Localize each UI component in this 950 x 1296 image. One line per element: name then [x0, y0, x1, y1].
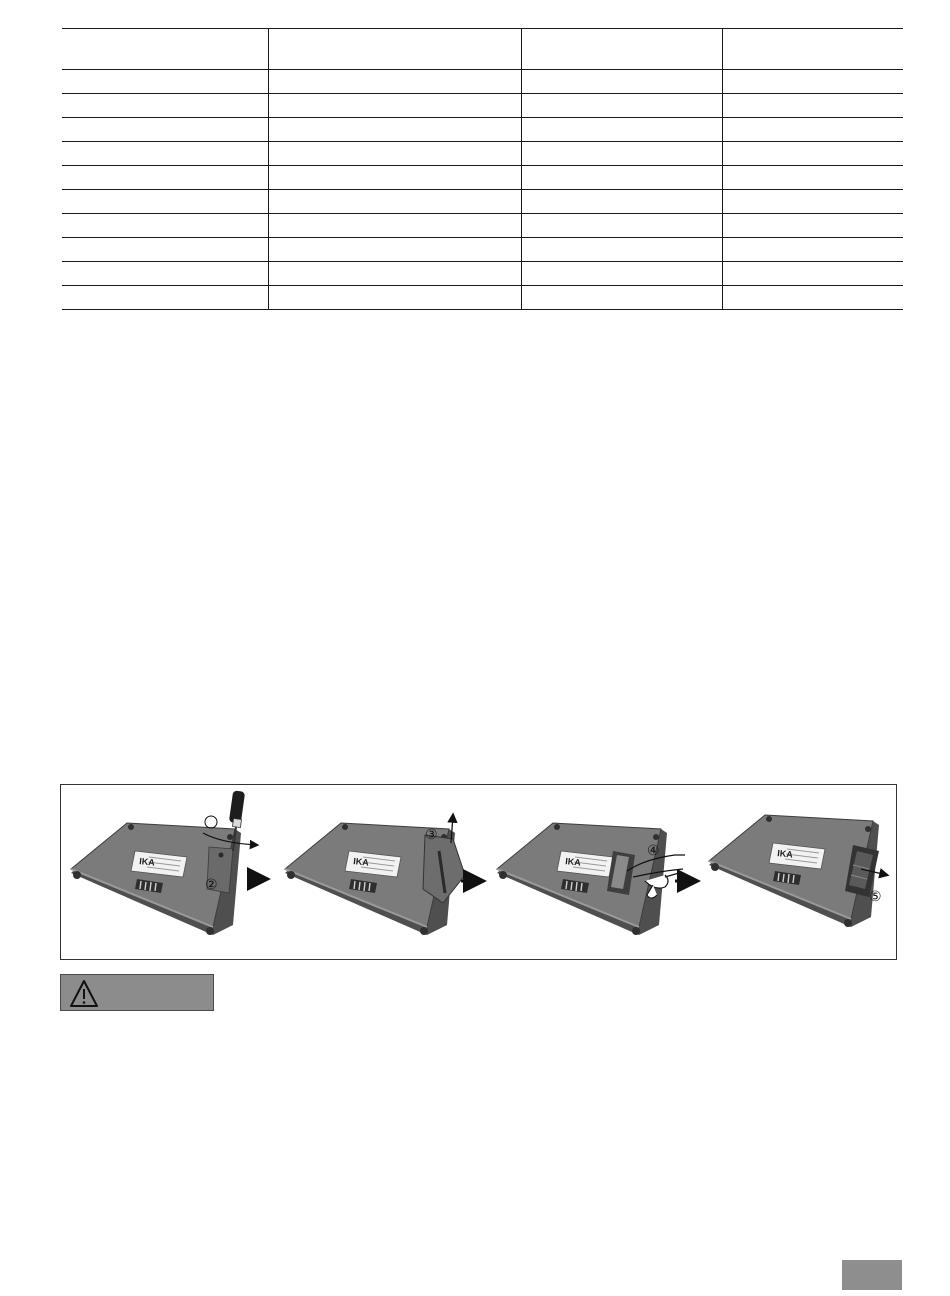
table-row — [62, 94, 903, 118]
table-cell — [268, 286, 521, 310]
data-table — [62, 28, 903, 310]
page-number-tab — [842, 1260, 902, 1290]
battery-replacement-figure — [60, 784, 897, 960]
table-cell — [521, 94, 722, 118]
table-cell — [62, 190, 268, 214]
table-cell — [268, 94, 521, 118]
table-cell — [521, 190, 722, 214]
table-row — [62, 118, 903, 142]
table-row — [62, 238, 903, 262]
step-4-mark: ④ — [647, 843, 660, 859]
table-row — [62, 262, 903, 286]
table-cell — [268, 262, 521, 286]
table-header-cell — [268, 29, 521, 70]
table-cell — [62, 214, 268, 238]
table-cell — [722, 214, 903, 238]
step-4-device — [709, 815, 879, 927]
table-cell — [722, 286, 903, 310]
step-3-device — [497, 823, 667, 935]
table-cell — [521, 238, 722, 262]
table-header-cell — [521, 29, 722, 70]
step-2-mark: ② — [205, 877, 218, 893]
warning-triangle-icon — [61, 975, 101, 1012]
table-row — [62, 286, 903, 310]
table-cell — [722, 262, 903, 286]
table-cell — [722, 118, 903, 142]
table-cell — [722, 238, 903, 262]
table-cell — [722, 190, 903, 214]
table-cell — [62, 118, 268, 142]
table-row — [62, 190, 903, 214]
ika-logo-text: IKA — [138, 856, 156, 868]
table-cell — [521, 118, 722, 142]
table-cell — [62, 262, 268, 286]
table-row — [62, 214, 903, 238]
table-row — [62, 142, 903, 166]
table-cell — [62, 70, 268, 94]
table-row — [62, 166, 903, 190]
table-cell — [268, 142, 521, 166]
table-cell — [268, 238, 521, 262]
ika-logo-text: IKA — [564, 856, 582, 868]
table-cell — [521, 142, 722, 166]
table-row — [62, 70, 903, 94]
warning-box — [60, 974, 214, 1011]
step-1-circle — [205, 816, 217, 828]
table-cell — [521, 214, 722, 238]
table-header-row — [62, 29, 903, 70]
table-cell — [268, 190, 521, 214]
ika-logo-text: IKA — [352, 856, 370, 868]
table-cell — [268, 118, 521, 142]
table-cell — [268, 70, 521, 94]
step-3-mark: ③ — [425, 827, 438, 843]
figure-steps-svg — [61, 785, 898, 961]
table-cell — [521, 70, 722, 94]
table-cell — [722, 94, 903, 118]
table-cell — [521, 286, 722, 310]
table-cell — [521, 262, 722, 286]
table-cell — [268, 214, 521, 238]
table-cell — [62, 238, 268, 262]
table-cell — [722, 142, 903, 166]
step-5-mark: ⑤ — [869, 889, 882, 905]
table-header-cell — [62, 29, 268, 70]
table-cell — [62, 94, 268, 118]
table-header-cell — [722, 29, 903, 70]
step-2-device — [285, 823, 465, 935]
ika-logo-text: IKA — [776, 848, 794, 860]
table-cell — [722, 70, 903, 94]
table-cell — [62, 286, 268, 310]
table-cell — [521, 166, 722, 190]
table-cell — [62, 142, 268, 166]
table-cell — [268, 166, 521, 190]
table-cell — [722, 166, 903, 190]
table-cell — [62, 166, 268, 190]
